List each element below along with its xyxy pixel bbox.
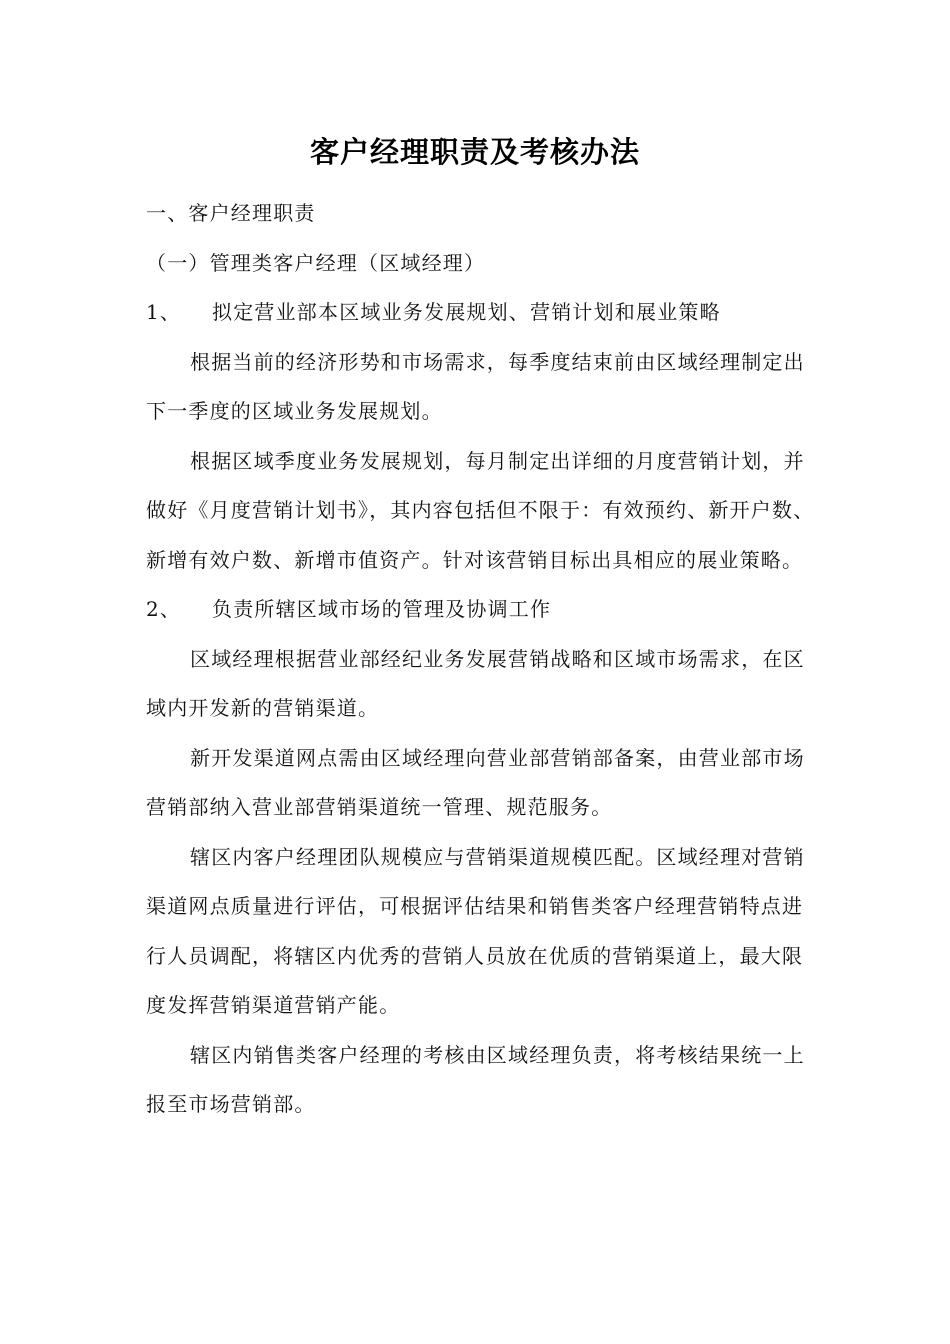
document-title: 客户经理职责及考核办法: [309, 135, 640, 169]
item-heading: 拟定营业部本区域业务发展规划、营销计划和展业策略: [212, 300, 721, 324]
paragraph: 辖区内客户经理团队规模应与营销渠道规模匹配。区域经理对营销渠道网点质量进行评估，可根据评估结果和销售类客户经理营销特点进行人员调配，将辖区内优秀的营销人员放在优质的营销渠道上，最大限度发挥营销渠道营销产能。: [146, 844, 805, 1017]
numbered-item-1: [146, 288, 816, 338]
item-number: 1、: [146, 300, 182, 324]
item-number: 2、: [146, 597, 182, 621]
item-heading: 负责所辖区域市场的管理及协调工作: [212, 597, 552, 621]
paragraph: 区域经理根据营业部经纪业务发展营销战略和区域市场需求，在区域内开发新的营销渠道。: [146, 646, 805, 720]
document-body: [146, 189, 816, 1130]
paragraph: 根据区域季度业务发展规划，每月制定出详细的月度营销计划，并做好《月度营销计划书》，其内容包括但不限于：有效预约、新开户数、新增有效户数、新增市值资产。针对该营销目标出具相应的展业策略。: [146, 448, 815, 572]
paragraph: 辖区内销售类客户经理的考核由区域经理负责，将考核结果统一上报至市场营销部。: [146, 1042, 805, 1116]
subsection-heading: （一）管理类客户经理（区域经理）: [146, 250, 486, 275]
section-heading: 一、客户经理职责: [146, 201, 316, 225]
paragraph: 新开发渠道网点需由区域经理向营业部营销部备案，由营业部市场营销部纳入营业部营销渠道统一管理、规范服务。: [146, 745, 805, 819]
numbered-item-2: [146, 585, 816, 635]
paragraph: 根据当前的经济形势和市场需求，每季度结束前由区域经理制定出下一季度的区域业务发展规划。: [146, 349, 805, 423]
